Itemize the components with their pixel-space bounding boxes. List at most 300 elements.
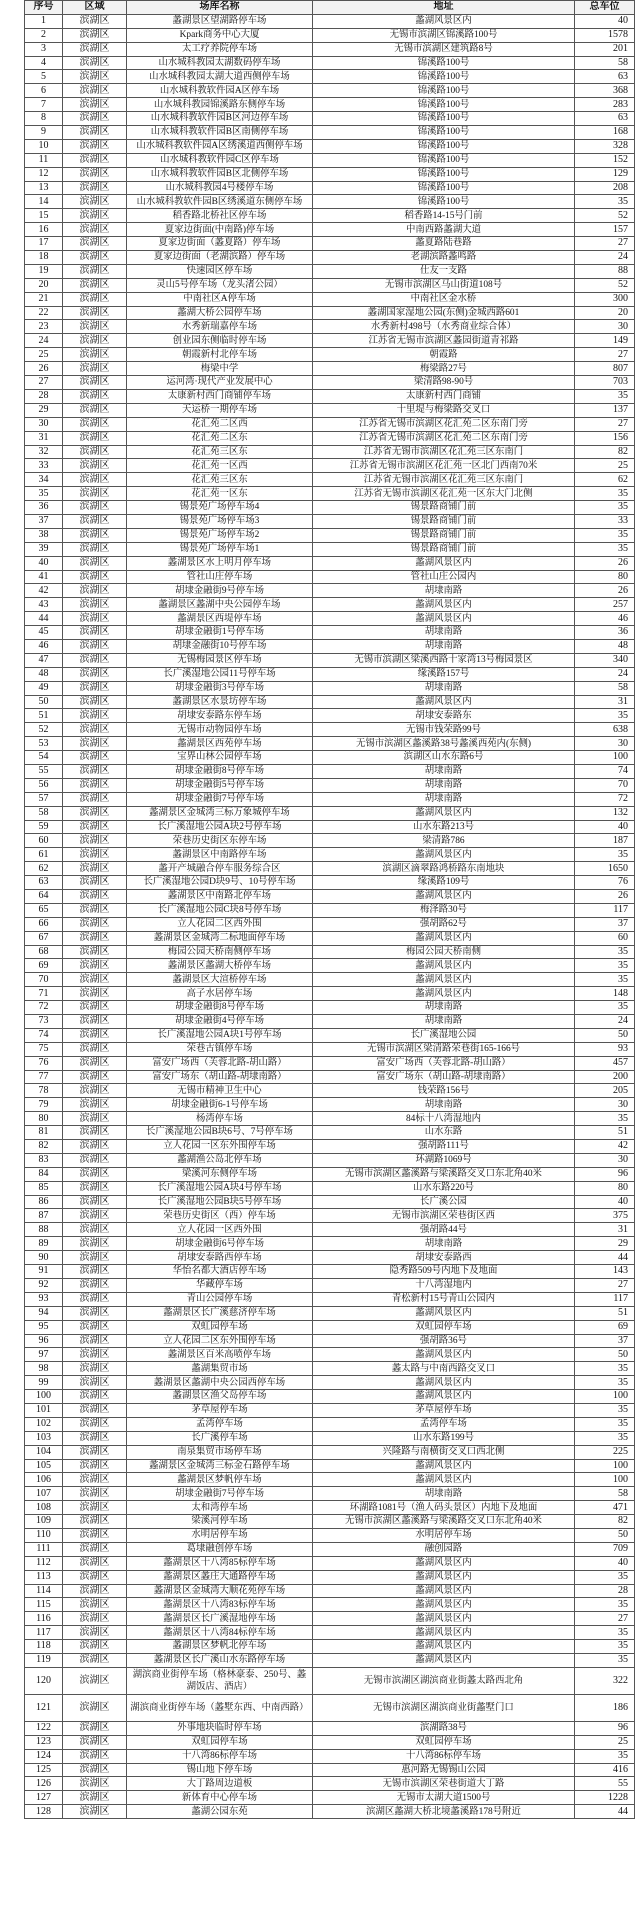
row-district: 滨湖区 — [63, 1791, 127, 1805]
row-seq: 100 — [25, 1390, 63, 1404]
table-row — [25, 362, 635, 376]
row-district: 滨湖区 — [63, 1223, 127, 1237]
row-seq: 117 — [25, 1626, 63, 1640]
row-lot-name: 花汇苑二区东 — [127, 431, 313, 445]
row-district: 滨湖区 — [63, 1487, 127, 1501]
row-lot-name: 蠡湖大桥公园停车场 — [127, 306, 313, 320]
row-address: 蠡湖风景区内 — [313, 1306, 575, 1320]
row-seq: 75 — [25, 1042, 63, 1056]
table-row — [25, 1278, 635, 1292]
row-address: 无锡市滨湖区蠡溪路与梁溪路交叉口东北角40米 — [313, 1167, 575, 1181]
table-row — [25, 1237, 635, 1251]
row-district: 滨湖区 — [63, 1542, 127, 1556]
table-row — [25, 890, 635, 904]
row-capacity: 40 — [575, 1556, 635, 1570]
row-district: 滨湖区 — [63, 28, 127, 42]
row-lot-name: 蠡湖景区望湖路停车场 — [127, 14, 313, 28]
row-seq: 111 — [25, 1542, 63, 1556]
row-capacity: 257 — [575, 598, 635, 612]
row-district: 滨湖区 — [63, 126, 127, 140]
row-lot-name: 山水城科教软件园C区停车场 — [127, 153, 313, 167]
row-address: 胡埭南路 — [313, 778, 575, 792]
row-seq: 77 — [25, 1070, 63, 1084]
row-seq: 22 — [25, 306, 63, 320]
row-lot-name: 山水城科教软件园A区停车场 — [127, 84, 313, 98]
row-capacity: 100 — [575, 1459, 635, 1473]
row-district: 滨湖区 — [63, 1251, 127, 1265]
table-row — [25, 306, 635, 320]
row-address: 蠡湖风景区内 — [313, 1348, 575, 1362]
row-lot-name: 富安广场东（胡山路-胡埭南路） — [127, 1070, 313, 1084]
row-district: 滨湖区 — [63, 1237, 127, 1251]
row-capacity: 471 — [575, 1501, 635, 1515]
table-row — [25, 1153, 635, 1167]
row-lot-name: 胡埭金融街6-1号停车场 — [127, 1098, 313, 1112]
row-district: 滨湖区 — [63, 237, 127, 251]
row-seq: 71 — [25, 987, 63, 1001]
table-row — [25, 931, 635, 945]
row-district: 滨湖区 — [63, 264, 127, 278]
row-capacity: 117 — [575, 903, 635, 917]
row-address: 锦溪路100号 — [313, 56, 575, 70]
row-lot-name: 蠡湖景区金城湾二标地面停车场 — [127, 931, 313, 945]
row-capacity: 80 — [575, 1181, 635, 1195]
row-lot-name: 蠡湖景区中南路北停车场 — [127, 890, 313, 904]
row-seq: 104 — [25, 1445, 63, 1459]
row-address: 锦溪路100号 — [313, 139, 575, 153]
row-seq: 19 — [25, 264, 63, 278]
row-seq: 68 — [25, 945, 63, 959]
row-capacity: 328 — [575, 139, 635, 153]
row-lot-name: 无锡市动物园停车场 — [127, 723, 313, 737]
row-district: 滨湖区 — [63, 1431, 127, 1445]
row-seq: 34 — [25, 473, 63, 487]
row-address: 兴隆路与南横街交叉口西北侧 — [313, 1445, 575, 1459]
row-address: 蠡夏路陆巷路 — [313, 237, 575, 251]
row-district: 滨湖区 — [63, 153, 127, 167]
row-seq: 66 — [25, 917, 63, 931]
header-seq: 序号 — [25, 1, 63, 15]
row-capacity: 48 — [575, 639, 635, 653]
table-row — [25, 792, 635, 806]
row-seq: 7 — [25, 98, 63, 112]
row-district: 滨湖区 — [63, 1515, 127, 1529]
row-capacity: 35 — [575, 973, 635, 987]
row-district: 滨湖区 — [63, 653, 127, 667]
row-district: 滨湖区 — [63, 223, 127, 237]
table-row — [25, 1501, 635, 1515]
row-seq: 69 — [25, 959, 63, 973]
row-seq: 15 — [25, 209, 63, 223]
row-capacity: 63 — [575, 112, 635, 126]
row-district: 滨湖区 — [63, 820, 127, 834]
row-lot-name: Kpark商务中心大厦 — [127, 28, 313, 42]
row-seq: 78 — [25, 1084, 63, 1098]
table-row — [25, 1112, 635, 1126]
row-seq: 9 — [25, 126, 63, 140]
row-lot-name: 荣巷古镇停车场 — [127, 1042, 313, 1056]
row-seq: 26 — [25, 362, 63, 376]
row-district: 滨湖区 — [63, 1640, 127, 1654]
row-lot-name: 山水城科教软件园A区绣溪道西侧停车场 — [127, 139, 313, 153]
row-capacity: 30 — [575, 320, 635, 334]
row-seq: 79 — [25, 1098, 63, 1112]
row-lot-name: 杨湾停车场 — [127, 1112, 313, 1126]
row-seq: 43 — [25, 598, 63, 612]
row-lot-name: 长广溪湿地公园11号停车场 — [127, 667, 313, 681]
row-address: 无锡市滨湖区荣巷街区西 — [313, 1209, 575, 1223]
row-address: 锡景路商铺门前 — [313, 514, 575, 528]
table-row — [25, 112, 635, 126]
row-district: 滨湖区 — [63, 1501, 127, 1515]
row-capacity: 157 — [575, 223, 635, 237]
row-address: 十里堤与梅梁路交叉口 — [313, 403, 575, 417]
row-address: 山水东路 — [313, 1126, 575, 1140]
row-capacity: 24 — [575, 1015, 635, 1029]
row-lot-name: 水秀新瑞嘉停车场 — [127, 320, 313, 334]
row-seq: 16 — [25, 223, 63, 237]
row-address: 富安广场西（芙蓉北路-胡山路） — [313, 1056, 575, 1070]
row-district: 滨湖区 — [63, 1265, 127, 1279]
row-address: 老湖滨路蠡鸣路 — [313, 251, 575, 265]
row-capacity: 35 — [575, 959, 635, 973]
row-district: 滨湖区 — [63, 848, 127, 862]
table-row — [25, 264, 635, 278]
row-address: 梅泽路30号 — [313, 903, 575, 917]
row-seq: 47 — [25, 653, 63, 667]
row-lot-name: 宝界山林公园停车场 — [127, 751, 313, 765]
table-row — [25, 1181, 635, 1195]
row-capacity: 29 — [575, 1237, 635, 1251]
row-lot-name: 山水城科教园太湖大道西侧停车场 — [127, 70, 313, 84]
row-address: 蠡湖风景区内 — [313, 973, 575, 987]
row-seq: 5 — [25, 70, 63, 84]
row-seq: 121 — [25, 1694, 63, 1721]
table-row — [25, 917, 635, 931]
row-capacity: 117 — [575, 1292, 635, 1306]
row-address: 无锡市滨湖区荣巷街道大丁路 — [313, 1777, 575, 1791]
row-lot-name: 蠡湖景区金城湾大顺花苑停车场 — [127, 1584, 313, 1598]
row-seq: 103 — [25, 1431, 63, 1445]
row-lot-name: 胡埭金融街8号停车场 — [127, 764, 313, 778]
row-capacity: 416 — [575, 1763, 635, 1777]
row-capacity: 40 — [575, 14, 635, 28]
row-capacity: 46 — [575, 612, 635, 626]
row-lot-name: 中南社区A停车场 — [127, 292, 313, 306]
row-district: 滨湖区 — [63, 890, 127, 904]
row-address: 锦溪路100号 — [313, 126, 575, 140]
row-capacity: 375 — [575, 1209, 635, 1223]
row-seq: 94 — [25, 1306, 63, 1320]
row-capacity: 340 — [575, 653, 635, 667]
table-row — [25, 501, 635, 515]
row-lot-name: 蠡湖景区十八湾84标停车场 — [127, 1626, 313, 1640]
row-lot-name: 长广溪湿地公园B块6号、7号停车场 — [127, 1126, 313, 1140]
row-address: 蠡湖风景区内 — [313, 14, 575, 28]
row-seq: 51 — [25, 709, 63, 723]
row-district: 滨湖区 — [63, 139, 127, 153]
table-row — [25, 1473, 635, 1487]
row-seq: 14 — [25, 195, 63, 209]
row-capacity: 82 — [575, 1515, 635, 1529]
row-lot-name: 荣巷历史街区东停车场 — [127, 834, 313, 848]
table-row — [25, 778, 635, 792]
row-seq: 57 — [25, 792, 63, 806]
row-address: 双虹园停车场 — [313, 1735, 575, 1749]
row-address: 锡景路商铺门前 — [313, 528, 575, 542]
row-address: 胡埭南路 — [313, 764, 575, 778]
row-seq: 27 — [25, 376, 63, 390]
row-district: 滨湖区 — [63, 1459, 127, 1473]
row-lot-name: 花汇苑三区东 — [127, 473, 313, 487]
row-address: 锦溪路100号 — [313, 98, 575, 112]
row-capacity: 51 — [575, 1126, 635, 1140]
row-seq: 40 — [25, 556, 63, 570]
row-seq: 36 — [25, 501, 63, 515]
row-seq: 64 — [25, 890, 63, 904]
row-lot-name: 长广溪湿地公园C块8号停车场 — [127, 903, 313, 917]
row-district: 滨湖区 — [63, 1126, 127, 1140]
row-seq: 50 — [25, 695, 63, 709]
row-capacity: 35 — [575, 945, 635, 959]
table-row — [25, 1805, 635, 1819]
row-seq: 110 — [25, 1528, 63, 1542]
table-row — [25, 626, 635, 640]
table-row — [25, 959, 635, 973]
row-capacity: 44 — [575, 1251, 635, 1265]
row-address: 江苏省无锡市滨湖区花汇苑一区东大门北侧 — [313, 487, 575, 501]
row-lot-name: 锡山地下停车场 — [127, 1763, 313, 1777]
row-capacity: 148 — [575, 987, 635, 1001]
row-seq: 59 — [25, 820, 63, 834]
row-district: 滨湖区 — [63, 612, 127, 626]
row-district: 滨湖区 — [63, 1694, 127, 1721]
row-address: 蠡湖风景区内 — [313, 959, 575, 973]
row-capacity: 44 — [575, 1805, 635, 1819]
row-district: 滨湖区 — [63, 1292, 127, 1306]
row-address: 胡埭南路 — [313, 1098, 575, 1112]
row-address: 江苏省无锡市滨湖区蠡园街道青祁路 — [313, 334, 575, 348]
row-capacity: 35 — [575, 1431, 635, 1445]
row-address: 无锡市滨湖区湖滨商业街蠡墅门口 — [313, 1694, 575, 1721]
row-capacity: 35 — [575, 1749, 635, 1763]
row-seq: 108 — [25, 1501, 63, 1515]
row-district: 滨湖区 — [63, 1528, 127, 1542]
row-address: 稻香路14-15号门前 — [313, 209, 575, 223]
row-lot-name: 花汇苑三区东 — [127, 445, 313, 459]
row-address: 太康新村西门商铺 — [313, 389, 575, 403]
row-address: 缘溪路109号 — [313, 876, 575, 890]
table-row — [25, 1001, 635, 1015]
row-seq: 92 — [25, 1278, 63, 1292]
row-capacity: 24 — [575, 667, 635, 681]
row-seq: 63 — [25, 876, 63, 890]
row-seq: 46 — [25, 639, 63, 653]
row-address: 锦溪路100号 — [313, 84, 575, 98]
row-seq: 42 — [25, 584, 63, 598]
row-capacity: 52 — [575, 209, 635, 223]
row-capacity: 35 — [575, 1403, 635, 1417]
row-seq: 25 — [25, 348, 63, 362]
row-lot-name: 山水城科教软件园B区绣溪道东侧停车场 — [127, 195, 313, 209]
row-capacity: 30 — [575, 737, 635, 751]
row-seq: 102 — [25, 1417, 63, 1431]
row-seq: 109 — [25, 1515, 63, 1529]
row-district: 滨湖区 — [63, 251, 127, 265]
row-capacity: 35 — [575, 1362, 635, 1376]
table-row — [25, 417, 635, 431]
row-lot-name: 蠡湖景区水上明月停车场 — [127, 556, 313, 570]
row-seq: 98 — [25, 1362, 63, 1376]
row-district: 滨湖区 — [63, 959, 127, 973]
table-row — [25, 876, 635, 890]
row-capacity: 30 — [575, 1098, 635, 1112]
row-capacity: 638 — [575, 723, 635, 737]
row-lot-name: 长广溪湿地公园D块9号、10号停车场 — [127, 876, 313, 890]
row-district: 滨湖区 — [63, 1209, 127, 1223]
table-row — [25, 403, 635, 417]
row-capacity: 31 — [575, 1223, 635, 1237]
row-address: 山水东路220号 — [313, 1181, 575, 1195]
row-address: 蠡湖风景区内 — [313, 612, 575, 626]
row-district: 滨湖区 — [63, 1070, 127, 1084]
row-address: 蠡湖风景区内 — [313, 987, 575, 1001]
row-capacity: 300 — [575, 292, 635, 306]
header-address: 地址 — [313, 1, 575, 15]
table-row — [25, 723, 635, 737]
row-district: 滨湖区 — [63, 1735, 127, 1749]
row-address: 强胡路111号 — [313, 1140, 575, 1154]
row-seq: 60 — [25, 834, 63, 848]
table-row — [25, 764, 635, 778]
row-address: 蠡湖风景区内 — [313, 1390, 575, 1404]
row-capacity: 27 — [575, 1612, 635, 1626]
table-row — [25, 1376, 635, 1390]
row-seq: 87 — [25, 1209, 63, 1223]
row-seq: 91 — [25, 1265, 63, 1279]
table-row — [25, 862, 635, 876]
row-district: 滨湖区 — [63, 14, 127, 28]
table-row — [25, 376, 635, 390]
row-seq: 8 — [25, 112, 63, 126]
row-capacity: 37 — [575, 917, 635, 931]
row-address: 无锡市滨湖区锦溪路100号 — [313, 28, 575, 42]
row-capacity: 25 — [575, 459, 635, 473]
row-address: 富安广场东（胡山路-胡埭南路） — [313, 1070, 575, 1084]
row-address: 蠡湖风景区内 — [313, 1459, 575, 1473]
table-row — [25, 1749, 635, 1763]
table-row — [25, 1667, 635, 1694]
table-row — [25, 1140, 635, 1154]
row-seq: 82 — [25, 1140, 63, 1154]
row-district: 滨湖区 — [63, 862, 127, 876]
table-row — [25, 70, 635, 84]
table-row — [25, 1640, 635, 1654]
row-capacity: 62 — [575, 473, 635, 487]
row-capacity: 137 — [575, 403, 635, 417]
row-district: 滨湖区 — [63, 320, 127, 334]
row-district: 滨湖区 — [63, 487, 127, 501]
row-lot-name: 胡埭金融街4号停车场 — [127, 1015, 313, 1029]
row-district: 滨湖区 — [63, 514, 127, 528]
row-seq: 28 — [25, 389, 63, 403]
row-district: 滨湖区 — [63, 1667, 127, 1694]
row-district: 滨湖区 — [63, 403, 127, 417]
table-row — [25, 431, 635, 445]
row-seq: 62 — [25, 862, 63, 876]
row-lot-name: 南泉集贸市场停车场 — [127, 1445, 313, 1459]
row-address: 无锡市滨湖区湖滨商业街蠡太路西北角 — [313, 1667, 575, 1694]
row-lot-name: 朝霞新村北停车场 — [127, 348, 313, 362]
row-address: 强胡路36号 — [313, 1334, 575, 1348]
row-district: 滨湖区 — [63, 570, 127, 584]
table-row — [25, 1403, 635, 1417]
row-lot-name: 无锡梅园景区停车场 — [127, 653, 313, 667]
row-capacity: 807 — [575, 362, 635, 376]
table-row — [25, 806, 635, 820]
row-capacity: 70 — [575, 778, 635, 792]
table-row — [25, 542, 635, 556]
row-capacity: 31 — [575, 695, 635, 709]
row-district: 滨湖区 — [63, 501, 127, 515]
row-district: 滨湖区 — [63, 1167, 127, 1181]
row-seq: 84 — [25, 1167, 63, 1181]
row-lot-name: 梅梁中学 — [127, 362, 313, 376]
row-district: 滨湖区 — [63, 1626, 127, 1640]
table-header-row — [25, 1, 635, 15]
row-district: 滨湖区 — [63, 917, 127, 931]
table-row — [25, 834, 635, 848]
row-seq: 72 — [25, 1001, 63, 1015]
row-address: 惠河路无锡锡山公园 — [313, 1763, 575, 1777]
row-lot-name: 双虹园停车场 — [127, 1320, 313, 1334]
row-lot-name: 双虹园停车场 — [127, 1735, 313, 1749]
row-district: 滨湖区 — [63, 362, 127, 376]
row-district: 滨湖区 — [63, 542, 127, 556]
row-seq: 32 — [25, 445, 63, 459]
row-lot-name: 新体育中心停车场 — [127, 1791, 313, 1805]
row-district: 滨湖区 — [63, 973, 127, 987]
row-capacity: 143 — [575, 1265, 635, 1279]
row-seq: 17 — [25, 237, 63, 251]
row-lot-name: 夏家边街面（老湖滨路）停车场 — [127, 251, 313, 265]
row-seq: 99 — [25, 1376, 63, 1390]
row-address: 蠡湖风景区内 — [313, 695, 575, 709]
row-district: 滨湖区 — [63, 1556, 127, 1570]
row-address: 胡埭安泰路东 — [313, 709, 575, 723]
row-capacity: 100 — [575, 751, 635, 765]
row-address: 江苏省无锡市滨湖区花汇苑一区北门西南70米 — [313, 459, 575, 473]
row-capacity: 35 — [575, 487, 635, 501]
table-row — [25, 445, 635, 459]
table-row — [25, 1098, 635, 1112]
table-row — [25, 681, 635, 695]
row-lot-name: 蠡湖景区水景坊停车场 — [127, 695, 313, 709]
row-address: 滨湖区蠡湖大桥北境蠡溪路178号附近 — [313, 1805, 575, 1819]
row-address: 锦溪路100号 — [313, 167, 575, 181]
row-lot-name: 立人花园二区西外围 — [127, 917, 313, 931]
row-district: 滨湖区 — [63, 112, 127, 126]
table-row — [25, 1042, 635, 1056]
table-row — [25, 84, 635, 98]
row-lot-name: 长广溪湿地公园A块2号停车场 — [127, 820, 313, 834]
table-row — [25, 56, 635, 70]
row-seq: 20 — [25, 278, 63, 292]
row-address: 无锡市滨湖区梁溪西路十家湾13号梅园景区 — [313, 653, 575, 667]
row-seq: 106 — [25, 1473, 63, 1487]
row-lot-name: 创业园东侧临时停车场 — [127, 334, 313, 348]
row-district: 滨湖区 — [63, 1721, 127, 1735]
